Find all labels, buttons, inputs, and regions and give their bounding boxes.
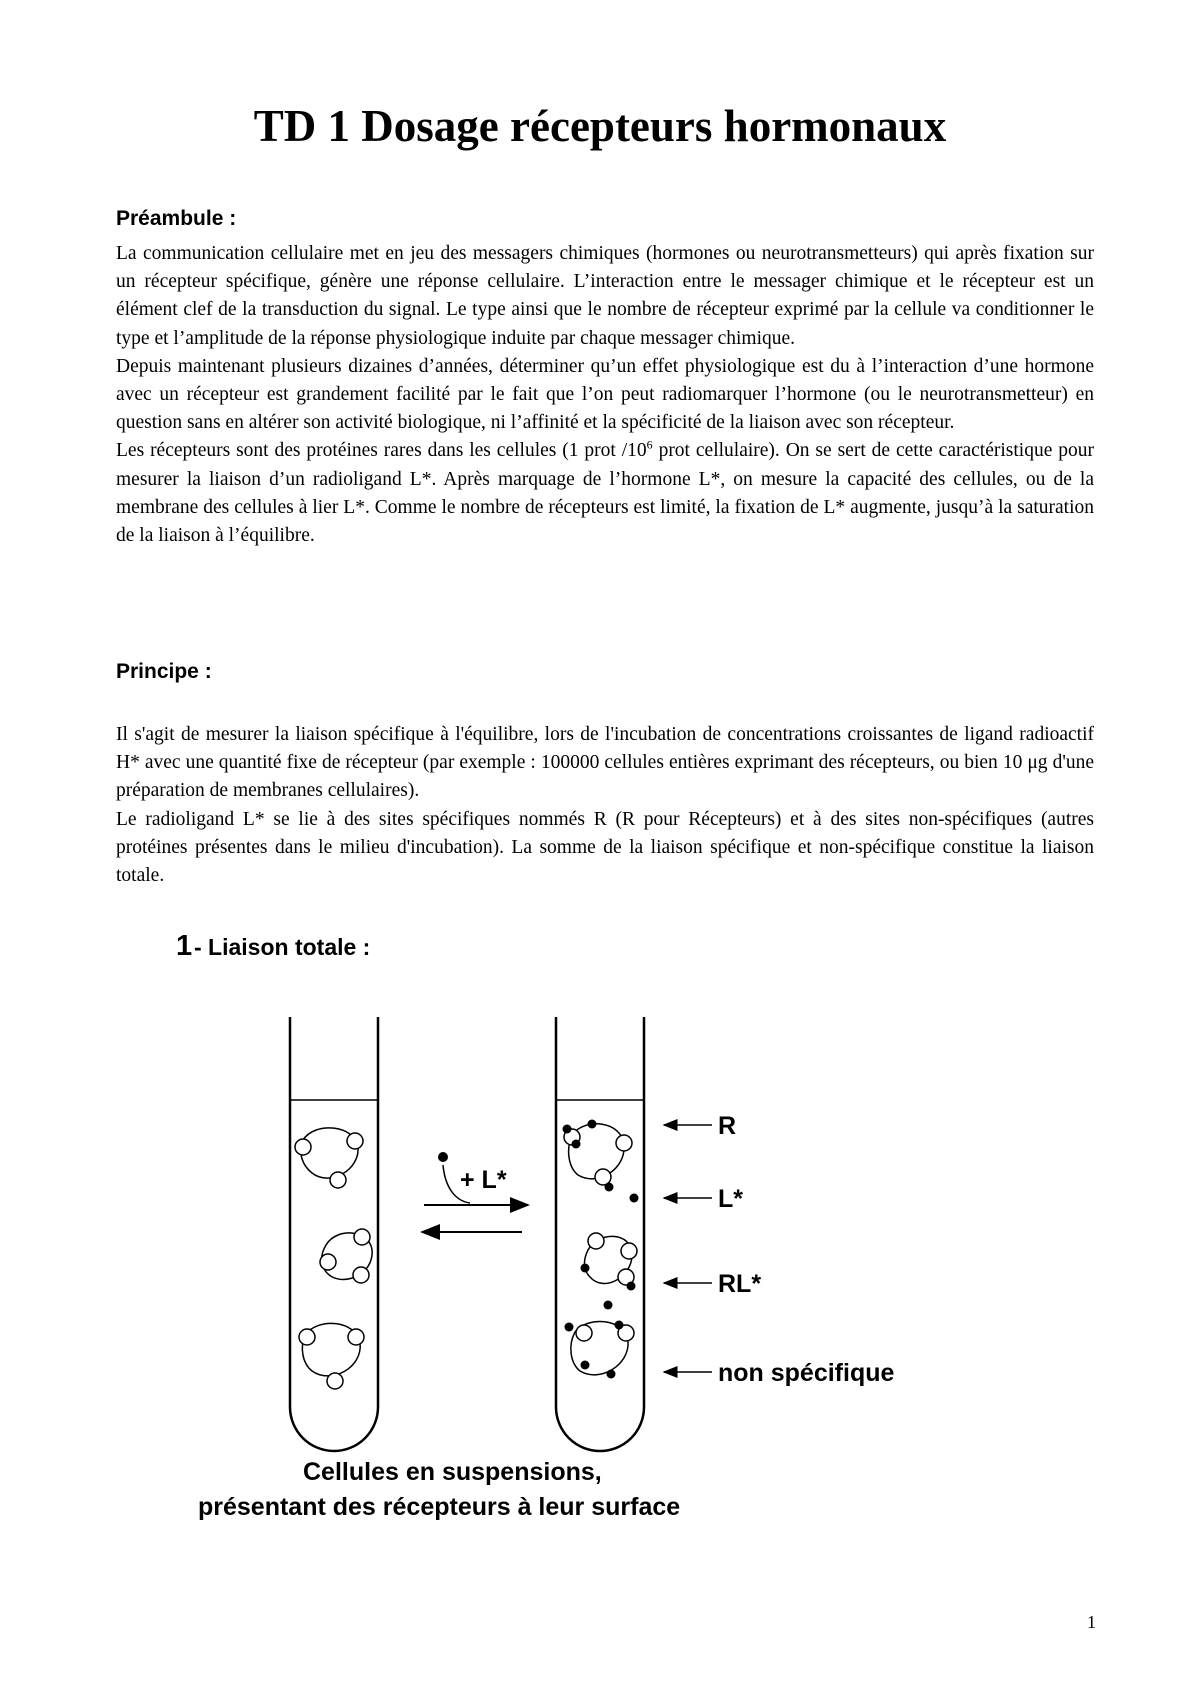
figure-caption-line-2: présentant des récepteurs à leur surface bbox=[198, 1493, 681, 1521]
label-rl-group bbox=[664, 1270, 761, 1298]
page-number: 1 bbox=[1087, 1612, 1096, 1632]
preambule-text bbox=[116, 240, 1094, 550]
label-r-group bbox=[664, 1112, 736, 1140]
preambule-paragraph-3 bbox=[116, 437, 1094, 550]
figure-caption-line-1: Cellules en suspensions, bbox=[303, 1458, 602, 1486]
principe-paragraph-1: Il s'agit de mesurer la liaison spécifique à l'équilibre, lors de l'incubation de concentrations croissantes de ligand radioactif H* avec une quantité fixe de récepteur (par exemple : 100000 cellules entières exprimant des récepteurs, ou bien 10 μg d'une préparation de membranes cellulaires). bbox=[116, 724, 1094, 802]
label-nonspecific: non spécifique bbox=[718, 1359, 895, 1387]
preambule-p3-part2: prot cellulaire). On se sert de cette caractéristique pour mesurer la liaison d’un radioligand L*. Après marquage de l’hormone L*, on mesure la capacité des cellules, ou de la membrane des cellules à lier L*. Comme le nombre de récepteurs est limité, la fixation de L* augmente, jusqu’à la saturation de la liaison à l’équilibre. bbox=[116, 440, 1094, 547]
free-ligand-dot bbox=[630, 1194, 639, 1203]
label-r: R bbox=[718, 1112, 737, 1140]
label-l-group bbox=[664, 1185, 743, 1213]
principe-paragraph-2: Le radioligand L* se lie à des sites spécifiques nommés R (R pour Récepteurs) et à des sites non-spécifiques (autres protéines présentes dans le milieu d'incubation). La somme de la liaison spécifique et non-spécifique constitue la liaison totale. bbox=[116, 808, 1094, 887]
page-title: TD 1 Dosage récepteurs hormonaux bbox=[253, 101, 947, 151]
cell-right-2 bbox=[581, 1233, 638, 1291]
liaison-totale-figure bbox=[0, 925, 1200, 1525]
preambule-heading: Préambule : bbox=[116, 207, 237, 230]
principe-text bbox=[116, 721, 1094, 890]
figure-number: 1 bbox=[176, 930, 193, 962]
preambule-p3-part1: Les récepteurs sont des protéines rares dans les cellules (1 prot /10 bbox=[116, 440, 647, 462]
preambule-paragraph-1: La communication cellulaire met en jeu des messagers chimiques (hormones ou neurotransmetteurs) qui après fixation sur un récepteur spécifique, génère une réponse cellulaire. L’interaction entre le messager chimique et le récepteur est un élément clef de la transduction du signal. Le type ainsi que le nombre de récepteur exprimé par la cellule va conditionner le type et l’amplitude de la réponse physiologique induite par chaque messager chimique. bbox=[116, 243, 1094, 349]
ligand-dot bbox=[438, 1152, 448, 1162]
cell-left-3 bbox=[299, 1323, 364, 1389]
free-ligand-dot-2 bbox=[604, 1301, 613, 1310]
equilibrium-arrows bbox=[422, 1152, 528, 1232]
label-rl: RL* bbox=[718, 1270, 762, 1298]
label-l: L* bbox=[718, 1185, 743, 1213]
figure-title: - Liaison totale : bbox=[194, 934, 371, 960]
plus-ligand-label: + L* bbox=[460, 1166, 507, 1194]
cell-right-1 bbox=[563, 1120, 633, 1192]
principe-heading: Principe : bbox=[116, 660, 212, 683]
exponent-6: 6 bbox=[646, 437, 653, 452]
figure-svg bbox=[0, 925, 1200, 1525]
cell-right-3 bbox=[565, 1321, 635, 1379]
cell-left-2 bbox=[320, 1229, 372, 1283]
label-nonspecific-group bbox=[664, 1359, 895, 1387]
preambule-paragraph-2: Depuis maintenant plusieurs dizaines d’années, déterminer qu’un effet physiologique est du à l’interaction d’une hormone avec un récepteur est grandement facilité par le fait que l’on peut radiomarquer l’hormone (ou le neurotransmetteur) en question sans en altérer son activité biologique, ni l’affinité et la spécificité de la liaison avec son récepteur. bbox=[116, 355, 1094, 434]
cell-left-1 bbox=[295, 1128, 363, 1188]
